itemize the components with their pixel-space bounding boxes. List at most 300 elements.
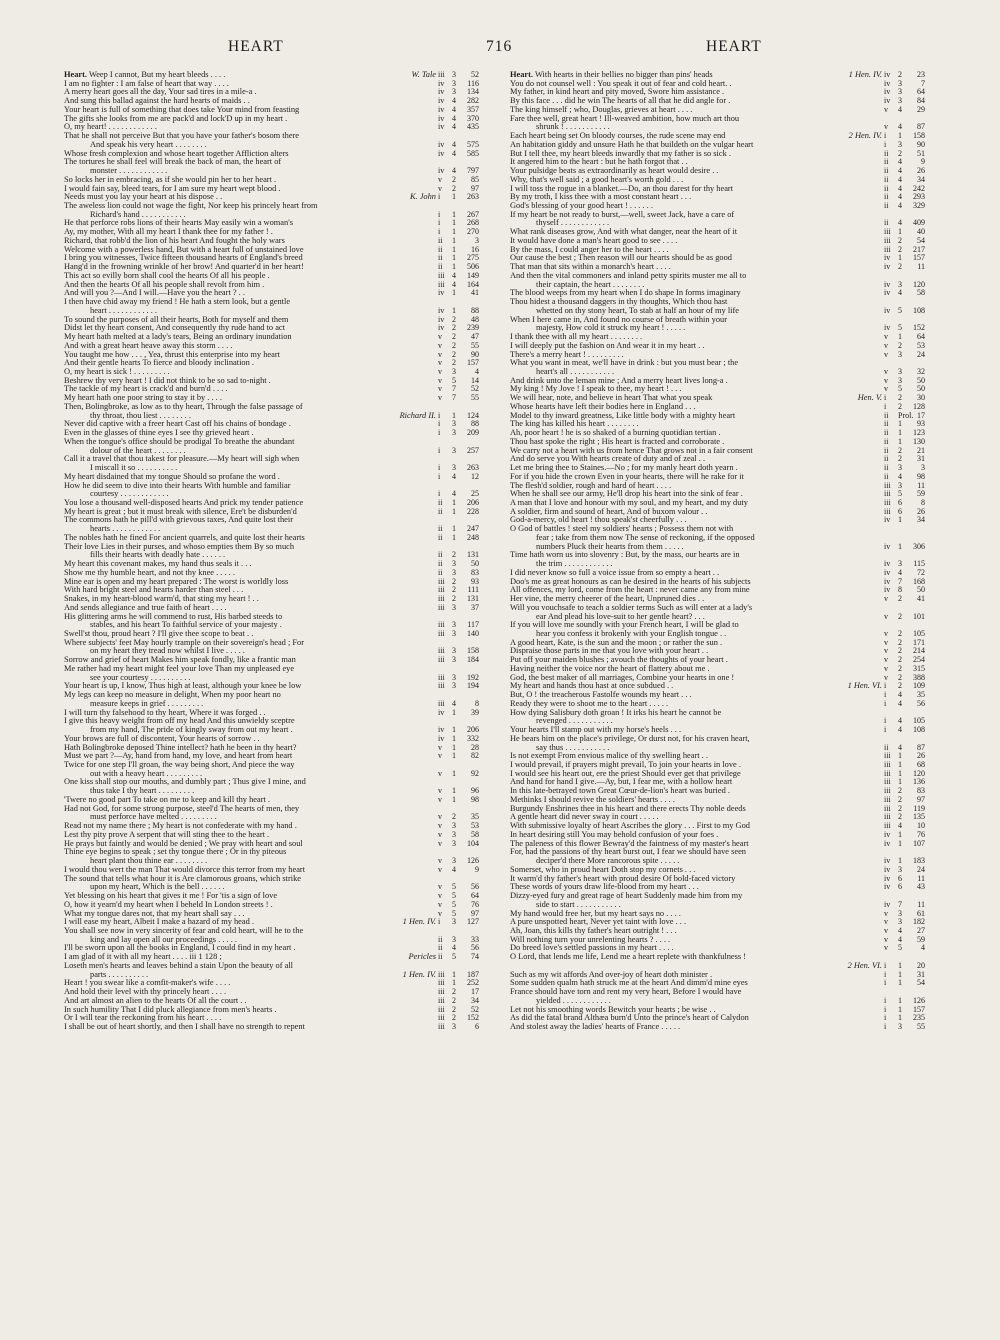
concordance-line <box>64 368 504 377</box>
act-number: ii <box>438 263 443 272</box>
act-number: iii <box>884 481 891 490</box>
quotation-text: Burgundy Enshrines thee in his heart and there erects Thy noble deeds <box>510 804 746 813</box>
scene-number: 4 <box>452 490 456 499</box>
act-number: iv <box>438 140 445 149</box>
quotation-text: One kiss shall stop our mouths, and dumbly part ; Thus give I mine, and <box>64 778 306 787</box>
scene-number: 4 <box>452 472 456 481</box>
line-number: 7 <box>921 79 925 88</box>
line-number: 68 <box>917 761 925 770</box>
concordance-line <box>510 744 950 753</box>
line-number: 58 <box>917 289 925 298</box>
concordance-line <box>510 674 950 683</box>
act-number: ii <box>438 560 443 569</box>
line-number: 575 <box>467 140 479 149</box>
line-number: 14 <box>471 376 479 385</box>
line-number: 128 <box>913 402 925 411</box>
quotation-text: on my heart they tread now whilst I live . . . . . <box>90 647 245 656</box>
concordance-line <box>64 263 504 272</box>
quotation-text: Heart ! you swear like a comfit-maker's wife . . . . <box>64 979 231 988</box>
quotation-text: Whose hearts have left their bodies here in England . . . <box>510 402 696 411</box>
quotation-text: out with a heavy heart . . . . . . . . . <box>90 769 203 778</box>
scene-number: 5 <box>452 892 456 901</box>
act-number: ii <box>884 420 889 429</box>
act-number: iii <box>884 236 891 245</box>
scene-number: 3 <box>452 88 456 97</box>
line-number: 8 <box>921 498 925 507</box>
quotation-text: Yet blessing on his heart that gives it me ! For 'tis a sign of love <box>64 892 278 901</box>
line-number: 257 <box>467 446 479 455</box>
page-header <box>0 38 1000 62</box>
line-number: 235 <box>913 1014 925 1023</box>
act-number: iii <box>438 1005 445 1014</box>
quotation-text: fills their hearts with deadly hate . . . . . . <box>90 551 226 560</box>
scene-number: 4 <box>898 193 902 202</box>
quotation-text: Lest thy pity prove A serpent that will sting thee to the heart . <box>64 830 270 839</box>
quotation-text: We carry not a heart with us from hence That grows not in a fair consent <box>510 446 753 455</box>
line-number: 149 <box>467 271 479 280</box>
act-number: v <box>438 752 442 761</box>
concordance-line <box>64 97 504 106</box>
quotation-text: If you will love me soundly with your French heart, I will be glad to <box>510 621 739 630</box>
act-number: iii <box>884 498 891 507</box>
act-number: v <box>438 795 442 804</box>
concordance-line <box>510 237 950 246</box>
scene-number: 4 <box>898 175 902 184</box>
concordance-line <box>510 988 950 997</box>
quotation-text: Heart. With hearts in their bellies no bigger than pins' heads <box>510 71 713 79</box>
line-number: 242 <box>913 184 925 193</box>
quotation-text: Didst let thy heart consent, And consequently thy rude hand to act <box>64 324 285 333</box>
line-number: 10 <box>917 822 925 831</box>
quotation-text: You taught me how . . . , Yea, thrust this enterprise into my heart <box>64 350 280 359</box>
concordance-line <box>510 709 950 718</box>
concordance-line <box>64 342 504 351</box>
quotation-text: see your courtesy . . . . . . . . . . <box>90 673 191 682</box>
act-number: i <box>884 979 887 988</box>
line-number: 105 <box>913 630 925 638</box>
act-number: ii <box>438 953 443 962</box>
line-number: 64 <box>917 333 925 342</box>
scene-number: 1 <box>898 961 902 970</box>
concordance-line <box>510 246 950 255</box>
act-number: iv <box>438 114 445 123</box>
concordance-line <box>510 359 950 368</box>
line-number: 104 <box>467 839 479 848</box>
concordance-line <box>510 944 950 953</box>
line-number: 41 <box>471 289 479 298</box>
act-number: iii <box>884 490 891 499</box>
scene-number: 1 <box>452 219 456 228</box>
concordance-line <box>64 787 504 796</box>
quotation-text: Heart. Weep I cannot, But my heart bleeds . . . . <box>64 71 226 79</box>
line-number: 56 <box>917 699 925 708</box>
scene-number: 4 <box>898 568 902 577</box>
quotation-text: Fare thee well, great heart ! Ill-weaved ambition, how much art thou <box>510 114 740 123</box>
quotation-text: I will ease my heart, Albeit I make a hazard of my head . <box>64 918 254 927</box>
line-number: 168 <box>913 577 925 586</box>
scene-number: 6 <box>898 507 902 516</box>
act-number: v <box>884 595 888 604</box>
line-number: 98 <box>917 472 925 481</box>
line-number: 239 <box>467 324 479 333</box>
line-number: 11 <box>917 481 925 490</box>
concordance-line <box>64 560 504 569</box>
act-number: v <box>884 612 888 621</box>
line-number: 152 <box>913 324 925 333</box>
scene-number: 2 <box>452 184 456 193</box>
line-number: 152 <box>467 1014 479 1023</box>
line-number: 124 <box>467 411 479 420</box>
scene-number: 2 <box>898 638 902 647</box>
act-number: iii <box>884 761 891 770</box>
quotation-text: courtesy . . . . . . . . . . . . <box>90 490 169 499</box>
quotation-text: And sung this ballad against the hard hearts of maids . . <box>64 97 250 106</box>
concordance-line <box>64 709 504 718</box>
quotation-text: Needs must you lay your heart at his dispose . . <box>64 193 223 202</box>
scene-number: 5 <box>898 385 902 394</box>
scene-number: 1 <box>452 245 456 254</box>
quotation-text: Ay, my mother, With all my heart I thank thee for my father ! . <box>64 228 273 237</box>
concordance-line <box>64 997 504 1006</box>
line-number: 217 <box>913 245 925 254</box>
quotation-text: side to start . . . . . . . . . . . <box>536 900 621 909</box>
quotation-text: Mine ear is open and my heart prepared : The worst is worldly loss <box>64 577 289 586</box>
scene-number: 3 <box>452 630 456 638</box>
line-number: 4 <box>921 944 925 953</box>
concordance-line <box>64 316 504 325</box>
concordance-line <box>510 656 950 665</box>
concordance-line <box>64 901 504 910</box>
concordance-line <box>64 394 504 403</box>
concordance-line <box>64 910 504 919</box>
quotation-text: Your brows are full of discontent, Your hearts of sorrow . . <box>64 734 260 743</box>
line-number: 157 <box>913 254 925 263</box>
quotation-text: My heart this covenant makes, my hand thus seals it . . . <box>64 560 252 569</box>
quotation-text: Such as my wit affords And over-joy of heart doth minister . <box>510 970 713 979</box>
quotation-text: The tortures he shall feel will break the back of man, the heart of <box>64 158 282 167</box>
quotation-text: Read not my name there ; My heart is not confederate with my hand . <box>64 822 297 831</box>
line-number: 32 <box>917 367 925 376</box>
scene-number: 3 <box>452 560 456 569</box>
line-number: 123 <box>913 429 925 438</box>
act-number: ii <box>884 149 889 158</box>
line-number: 247 <box>467 525 479 534</box>
line-number: 35 <box>917 691 925 700</box>
scene-number: 2 <box>898 813 902 822</box>
quotation-text: Doo's me as great honours as can be desired in the hearts of his subjects <box>510 577 751 586</box>
act-number: v <box>884 926 888 935</box>
scene-number: 2 <box>898 71 902 79</box>
concordance-line <box>64 691 504 700</box>
concordance-line <box>64 132 504 141</box>
quotation-text: You lose a thousand well-disposed hearts And prick my tender patience <box>64 498 304 507</box>
scene-number: 3 <box>452 429 456 438</box>
scene-number: 1 <box>898 420 902 429</box>
scene-number: 4 <box>898 726 902 735</box>
scene-number: 3 <box>898 464 902 473</box>
quotation-text: I thank thee with all my heart . . . . . . . . <box>510 333 643 342</box>
act-number: iv <box>884 71 891 79</box>
play-abbreviation: W. Tale <box>411 71 436 79</box>
play-abbreviation: 1 Hen. IV. <box>402 970 436 979</box>
concordance-line <box>510 1006 950 1015</box>
concordance-line <box>64 447 504 456</box>
scene-number: 3 <box>898 97 902 106</box>
act-number: ii <box>438 525 443 534</box>
act-number: i <box>438 429 441 438</box>
act-number: v <box>438 892 442 901</box>
line-number: 85 <box>471 175 479 184</box>
concordance-line <box>64 665 504 674</box>
line-number: 8 <box>475 699 479 708</box>
act-number: i <box>438 411 441 420</box>
quotation-text: Let me bring thee to Staines.—No ; for my manly heart doth yearn . <box>510 464 738 473</box>
quotation-text: monster . . . . . . . . . . . . <box>90 167 168 176</box>
line-number: 136 <box>913 778 925 787</box>
act-number: iii <box>438 1023 445 1032</box>
quotation-text: But, O ! the treacherous Fastolfe wounds my heart . . . <box>510 691 692 700</box>
quotation-text: I give this heavy weight from off my head And this unwieldy sceptre <box>64 717 295 726</box>
concordance-line <box>510 298 950 307</box>
quotation-text: I bring you witnesses, Twice fifteen thousand hearts of England's breed <box>64 254 303 263</box>
scene-number: 4 <box>452 280 456 289</box>
quotation-text: There's a merry heart ! . . . . . . . . . <box>510 350 624 359</box>
line-number: 585 <box>467 149 479 158</box>
quotation-text: The king himself ; who, Douglas, grieves at heart . . . . <box>510 105 693 114</box>
quotation-text: A merry heart goes all the day, Your sad tires in a mile-a . <box>64 88 257 97</box>
line-number: 158 <box>913 132 925 141</box>
concordance-line <box>510 927 950 936</box>
scene-number: 4 <box>452 149 456 158</box>
quotation-text: To sound the purposes of all their hearts, Both for myself and them <box>64 315 289 324</box>
scene-number: 2 <box>452 996 456 1005</box>
scene-number: 1 <box>452 306 456 315</box>
concordance-line <box>510 176 950 185</box>
act-number: iii <box>884 769 891 778</box>
quotation-text: their captain, the heart . . . . . . . . <box>536 280 645 289</box>
act-number: ii <box>884 167 889 176</box>
act-number: v <box>438 830 442 839</box>
act-number: i <box>438 472 441 481</box>
concordance-line <box>64 219 504 228</box>
act-number: v <box>438 769 442 778</box>
act-number: iv <box>438 105 445 114</box>
scene-number: 2 <box>452 595 456 604</box>
act-number: ii <box>884 472 889 481</box>
act-number: i <box>438 219 441 228</box>
concordance-line <box>510 394 950 403</box>
quotation-text: Put off your maiden blushes ; avouch the thoughts of your heart . <box>510 656 728 665</box>
line-number: 88 <box>471 306 479 315</box>
quotation-text: Time hath worn us into slovenry : But, by the mass, our hearts are in <box>510 551 740 560</box>
act-number: v <box>438 865 442 874</box>
act-number: iii <box>884 778 891 787</box>
line-number: 11 <box>917 874 925 883</box>
concordance-line <box>510 682 950 691</box>
concordance-line <box>510 857 950 866</box>
scene-number: 1 <box>452 263 456 272</box>
scene-number: 3 <box>898 88 902 97</box>
scene-number: 4 <box>898 926 902 935</box>
concordance-line <box>64 324 504 333</box>
line-number: 116 <box>467 79 479 88</box>
act-number: ii <box>884 184 889 193</box>
quotation-text: He bears him on the place's privilege, Or durst not, for his craven heart, <box>510 734 750 743</box>
scene-number: 6 <box>898 498 902 507</box>
act-number: iii <box>884 507 891 516</box>
line-number: 357 <box>467 105 479 114</box>
scene-number: 1 <box>452 787 456 796</box>
quotation-text: All offences, my lord, come from the heart : never came any from mine <box>510 586 750 595</box>
act-number: i <box>884 140 887 149</box>
concordance-line <box>510 613 950 622</box>
act-number: ii <box>884 202 889 211</box>
quotation-text: A man that I love and honour with my soul, and my heart, and my duty <box>510 498 748 507</box>
quotation-text: And art almost an alien to the hearts Of all the court . . <box>64 996 247 1005</box>
concordance-line <box>64 875 504 884</box>
concordance-line <box>510 997 950 1006</box>
quotation-text: Why, that's well said ; a good heart's worth gold . . . <box>510 175 684 184</box>
quotation-text: Had not God, for some strong purpose, steel'd The hearts of men, they <box>64 804 300 813</box>
act-number: iv <box>884 900 891 909</box>
concordance-line <box>64 892 504 901</box>
line-number: 209 <box>467 429 479 438</box>
line-number: 24 <box>917 865 925 874</box>
act-number: v <box>438 743 442 752</box>
concordance-line <box>510 106 950 115</box>
concordance-line <box>510 516 950 525</box>
act-number: iii <box>438 630 445 638</box>
concordance-line <box>510 342 950 351</box>
act-number: iv <box>884 97 891 106</box>
concordance-line <box>510 665 950 674</box>
scene-number: 7 <box>452 385 456 394</box>
quotation-text: A soldier, firm and sound of heart, And of buxom valour . . <box>510 507 708 516</box>
quotation-text: thy throat, thou liest . . . . . . . . <box>90 411 191 420</box>
quotation-text: I am glad of it with all my heart . . . . iii 1 128 ; <box>64 953 222 962</box>
scene-number: 2 <box>898 455 902 464</box>
quotation-text: The sound that tells what hour it is Are clamorous groans, which strike <box>64 874 302 883</box>
concordance-line <box>64 420 504 429</box>
line-number: 263 <box>467 193 479 202</box>
concordance-line <box>510 289 950 298</box>
act-number: ii <box>438 568 443 577</box>
act-number: i <box>884 394 887 403</box>
concordance-line <box>64 150 504 159</box>
act-number: v <box>438 813 442 822</box>
scene-number: 3 <box>452 682 456 691</box>
line-number: 306 <box>913 542 925 551</box>
line-number: 30 <box>917 394 925 403</box>
line-number: 252 <box>467 979 479 988</box>
quotation-text: The king has killed his heart . . . . . . . . <box>510 420 639 429</box>
scene-number: 5 <box>898 490 902 499</box>
scene-number: 3 <box>898 280 902 289</box>
act-number: iv <box>438 726 445 735</box>
concordance-line <box>64 1006 504 1015</box>
scene-number: 3 <box>452 673 456 682</box>
scene-number: 2 <box>898 673 902 682</box>
act-number: i <box>884 970 887 979</box>
quotation-text: Welcome with a powerless hand, But with a heart full of unstained love <box>64 245 304 254</box>
act-number: iv <box>884 542 891 551</box>
act-number: v <box>438 376 442 385</box>
line-number: 4 <box>475 367 479 376</box>
scene-number: 5 <box>452 900 456 909</box>
quotation-text: upon my heart, Which is the bell . . . . . . <box>90 883 225 892</box>
act-number: iv <box>438 79 445 88</box>
scene-number: 3 <box>898 1023 902 1032</box>
line-number: 43 <box>917 883 925 892</box>
concordance-line <box>510 150 950 159</box>
act-number: i <box>884 1005 887 1014</box>
act-number: iii <box>884 245 891 254</box>
quotation-text: heart . . . . . . . . . . . . <box>90 306 157 315</box>
quotation-text: hear you confess it brokenly with your English tongue . . <box>536 630 727 638</box>
line-number: 131 <box>467 595 479 604</box>
line-number: 192 <box>467 673 479 682</box>
scene-number: 1 <box>898 839 902 848</box>
concordance-line <box>64 429 504 438</box>
line-number: 58 <box>471 830 479 839</box>
concordance-line <box>510 132 950 141</box>
act-number: v <box>884 376 888 385</box>
line-number: 12 <box>471 472 479 481</box>
act-number: iv <box>884 88 891 97</box>
quotation-text: Snakes, in my heart-blood warm'd, that sting my heart ! . . <box>64 595 259 604</box>
quotation-text: My heart disdained that my tongue Should so profane the word . <box>64 472 280 481</box>
scene-number: 3 <box>452 446 456 455</box>
line-number: 55 <box>471 341 479 350</box>
scene-number: 3 <box>452 603 456 612</box>
line-number: 282 <box>467 97 479 106</box>
scene-number: 3 <box>452 568 456 577</box>
scene-number: 2 <box>898 656 902 665</box>
act-number: v <box>438 175 442 184</box>
quotation-text: In heart desiring still You may behold confusion of your foes . <box>510 830 719 839</box>
concordance-line <box>510 193 950 202</box>
act-number: i <box>884 961 887 970</box>
line-number: 20 <box>917 961 925 970</box>
act-number: i <box>438 210 441 219</box>
scene-number: 1 <box>452 411 456 420</box>
quotation-text: the trim . . . . . . . . . . . . <box>536 560 613 569</box>
quotation-text: I would see his heart out, ere the priest Should ever get that privilege <box>510 769 741 778</box>
act-number: v <box>884 638 888 647</box>
act-number: v <box>438 900 442 909</box>
concordance-line <box>510 228 950 237</box>
quotation-text: In such humility That I did pluck allegiance from men's hearts . <box>64 1005 277 1014</box>
line-number: 267 <box>467 210 479 219</box>
concordance-line <box>510 377 950 386</box>
act-number: iii <box>438 586 445 595</box>
concordance-line <box>510 770 950 779</box>
quotation-text: His glittering arms he will commend to rust, His barbed steeds to <box>64 612 283 621</box>
concordance-line <box>510 735 950 744</box>
quotation-text: Swell'st thou, proud heart ? I'll give thee scope to beat . . <box>64 630 254 638</box>
concordance-line <box>64 953 504 962</box>
concordance-line <box>64 944 504 953</box>
concordance-line <box>510 639 950 648</box>
scene-number: 8 <box>898 586 902 595</box>
concordance-line <box>510 578 950 587</box>
line-number: 27 <box>917 926 925 935</box>
line-number: 171 <box>913 638 925 647</box>
scene-number: 3 <box>452 79 456 88</box>
concordance-line <box>510 875 950 884</box>
concordance-line <box>510 534 950 543</box>
concordance-line <box>64 298 504 307</box>
